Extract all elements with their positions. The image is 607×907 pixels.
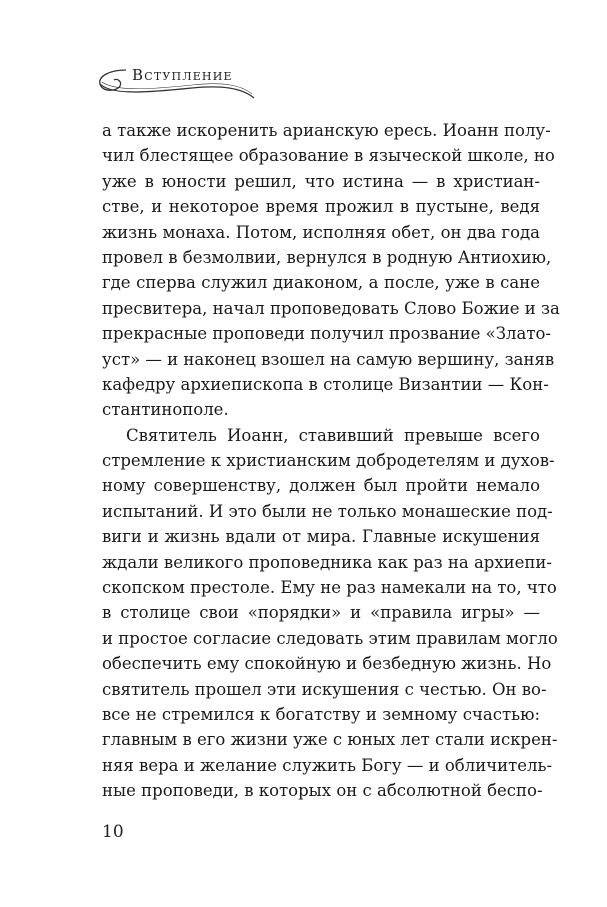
text-line: обеспечить ему спокойную и безбедную жизнь. Но [102, 654, 552, 674]
text-line: уже в юности решил, что истина — в христиан- [102, 171, 540, 191]
text-line: прекрасные проповеди получил прозвание «Злато- [102, 324, 552, 344]
text-line: виги и жизнь вдали от мира. Главные искушения [102, 527, 540, 547]
text-line: пресвитера, начал проповедовать Слово Божие и за [102, 298, 560, 318]
text-line: кафедру архиепископа в столице Византии — Кон- [102, 374, 549, 394]
text-line: святитель прошел эти искушения с честью. Он во- [102, 679, 547, 699]
body-text [102, 118, 560, 804]
text-line: ному совершенству, должен был пройти немало [102, 476, 540, 496]
text-line: стве, и некоторое время прожил в пустыне, ведя [102, 197, 540, 217]
text-line: чил блестящее образование в языческой школе, но [102, 146, 555, 166]
text-line: испытаний. И это были не только монашеские под- [102, 501, 553, 521]
text-line: а также искоренить арианскую ересь. Иоанн полу- [102, 121, 551, 140]
text-line: главным в его жизни уже с юных лет стали искрен- [102, 730, 558, 750]
text-line: Святитель Иоанн, ставивший превыше всего [126, 425, 540, 445]
text-line: скопском престоле. Ему не раз намекали на то, что [102, 578, 557, 598]
text-line: стантинополе. [102, 400, 229, 420]
text-line: и простое согласие следовать этим правилам могло [102, 628, 558, 648]
text-line: жизнь монаха. Потом, исполняя обет, он два года [102, 222, 540, 242]
text-line: где сперва служил диаконом, а после, уже в сане [102, 273, 540, 293]
text-line: провел в безмолвии, вернулся в родную Антиохию, [102, 247, 552, 267]
text-line: няя вера и желание служить Богу — и обличитель- [102, 755, 553, 775]
text-line: все не стремился к богатству и земному счастью: [102, 704, 540, 724]
page-number: 10 [102, 822, 124, 842]
running-head-title: Вступление [132, 66, 233, 84]
running-head [92, 62, 262, 112]
text-line: уст» — и наконец взошел на самую вершину, заняв [102, 349, 555, 369]
text-line: ные проповеди, в которых он с абсолютной беспо- [102, 781, 543, 801]
text-line: ждали великого проповедника как раз на архиепи- [102, 552, 552, 572]
text-line: в столице свои «порядки» и «правила игры» — [102, 603, 540, 623]
text-line: стремление к христианским добродетелям и духов- [102, 451, 555, 471]
